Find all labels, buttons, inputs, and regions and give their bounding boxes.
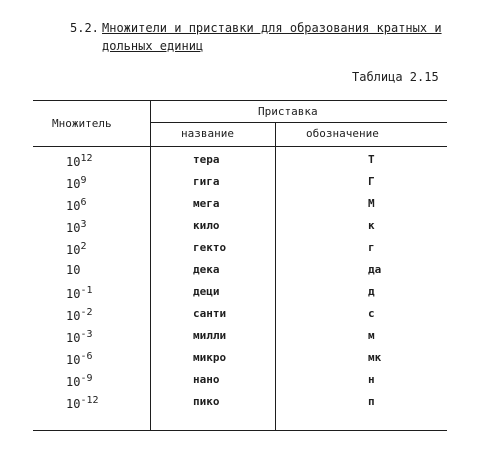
header-prefix-symbol: обозначение [306, 127, 379, 140]
table-row [0, 172, 479, 194]
multiplier-cell [66, 175, 86, 191]
multiplier-cell [66, 153, 93, 169]
multiplier-cell [66, 373, 93, 389]
multiplier-exponent: -9 [80, 373, 93, 384]
prefix-name-cell: нано [193, 373, 220, 386]
multiplier-exponent: -2 [80, 307, 93, 318]
prefix-symbol-value: д [368, 285, 375, 298]
multiplier-base: 10 [66, 331, 81, 345]
multiplier-cell [66, 307, 93, 323]
prefix-name-cell: гекто [193, 241, 227, 254]
table-row [0, 150, 479, 172]
multiplier-cell [66, 329, 93, 345]
multiplier-cell [66, 197, 86, 213]
multiplier-cell [66, 219, 86, 235]
prefix-name-cell: кило [193, 219, 220, 232]
prefix-symbol-value: г [368, 241, 375, 254]
multiplier-cell [66, 241, 86, 257]
header-multiplier: Множитель [52, 117, 112, 130]
multiplier-base: 10 [66, 199, 81, 213]
table-top-rule [33, 100, 447, 101]
prefix-symbol-value: н [368, 373, 375, 386]
prefix-symbol-value: мк [368, 351, 382, 364]
prefix-symbol-value: да [368, 263, 382, 276]
prefix-name-cell: милли [193, 329, 227, 342]
multiplier-cell [66, 285, 93, 301]
prefix-name-cell: микро [193, 351, 227, 364]
table-row [0, 326, 479, 348]
table-row [0, 238, 479, 260]
prefix-name-cell: гига [193, 175, 220, 188]
section-number: 5.2. [70, 21, 99, 35]
multiplier-base: 10 [66, 309, 81, 323]
table-row [0, 216, 479, 238]
prefix-symbol-value: М [368, 197, 375, 210]
multiplier-cell [66, 351, 93, 367]
prefix-name-cell: мега [193, 197, 220, 210]
prefix-symbol-value: п [368, 395, 375, 408]
multiplier-cell [66, 263, 80, 277]
table-row [0, 194, 479, 216]
multiplier-base: 10 [66, 177, 81, 191]
prefix-symbol-value: м [368, 329, 375, 342]
prefix-name-cell: дека [193, 263, 220, 276]
header-prefix: Приставка [258, 105, 318, 118]
table-row [0, 282, 479, 304]
prefix-name-cell: санти [193, 307, 227, 320]
multiplier-exponent: 3 [80, 219, 87, 230]
prefix-name-cell: пико [193, 395, 220, 408]
prefix-symbol-value: с [368, 307, 375, 320]
prefix-subheader-rule [150, 122, 447, 123]
multiplier-base: 10 [66, 263, 81, 277]
table-header-rule [33, 146, 447, 147]
table-row [0, 260, 479, 282]
multiplier-base: 10 [66, 287, 81, 301]
section-title-line2: дольных единиц [102, 39, 204, 53]
multiplier-base: 10 [66, 155, 81, 169]
multiplier-exponent: 12 [80, 153, 93, 164]
prefix-symbol-value: Т [368, 153, 375, 166]
multiplier-cell [66, 395, 99, 411]
table-row [0, 392, 479, 414]
table-row [0, 370, 479, 392]
table-caption: Таблица 2.15 [352, 70, 439, 84]
multiplier-exponent: 2 [80, 241, 87, 252]
multiplier-base: 10 [66, 397, 81, 411]
table-row [0, 348, 479, 370]
table-row [0, 304, 479, 326]
header-prefix-name: название [181, 127, 234, 140]
prefix-symbol-value: к [368, 219, 375, 232]
multiplier-exponent: 6 [80, 197, 87, 208]
multiplier-base: 10 [66, 243, 81, 257]
multiplier-exponent: -6 [80, 351, 93, 362]
table-bottom-rule [33, 430, 447, 431]
table-body [0, 150, 479, 414]
multiplier-exponent: -1 [80, 285, 93, 296]
multiplier-base: 10 [66, 375, 81, 389]
prefix-name-cell: тера [193, 153, 220, 166]
section-title-line1: Множители и приставки для образования кратных и [102, 21, 442, 35]
prefix-name-cell: деци [193, 285, 220, 298]
multiplier-base: 10 [66, 221, 81, 235]
multiplier-exponent: -3 [80, 329, 93, 340]
multiplier-base: 10 [66, 353, 81, 367]
prefix-symbol-value: Г [368, 175, 375, 188]
multiplier-exponent: -12 [80, 395, 99, 406]
multiplier-exponent: 9 [80, 175, 87, 186]
